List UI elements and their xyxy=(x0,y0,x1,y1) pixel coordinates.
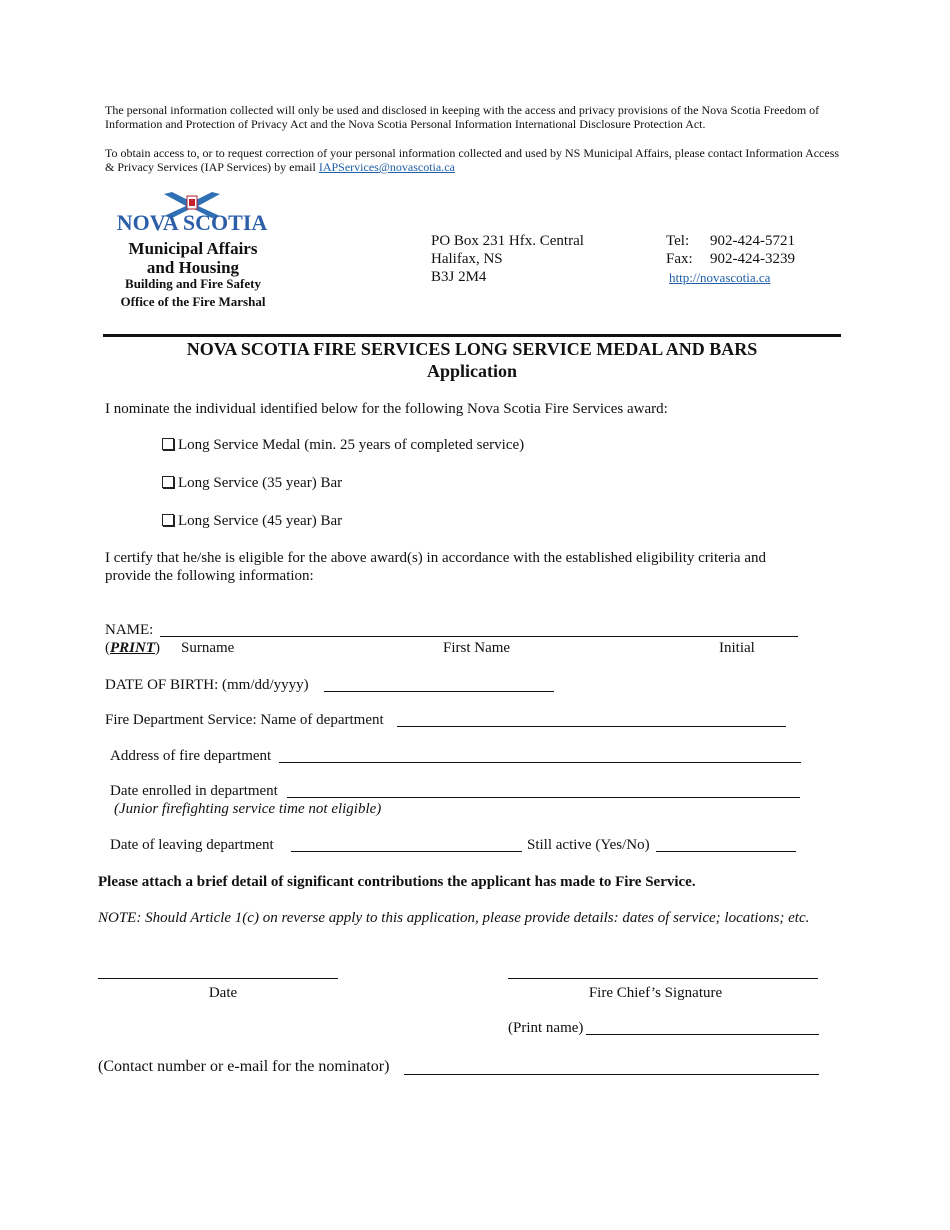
dept-name-line1: Municipal Affairs xyxy=(128,239,258,258)
address-line-3: B3J 2M4 xyxy=(431,269,487,285)
nova-scotia-flag-icon xyxy=(116,192,268,234)
privacy-notice: The personal information collected will only be used and disclosed in keeping with the access and privacy provisions of the Nova Scotia Freedom of Information and Protection of Privacy Act and the Nova Scotia Personal Information International Disclosure Protection Act. xyxy=(105,103,820,131)
chief-signature-label: Fire Chief’s Signature xyxy=(588,985,723,1001)
still-active-input-line[interactable] xyxy=(656,851,796,852)
checkbox[interactable] xyxy=(162,514,174,526)
privacy-contact-text: To obtain access to, or to request correction of your personal information collected and used by NS Municipal Affairs, please contact Information Access & Privacy Services (IAP Services) by email xyxy=(105,146,840,174)
print-instruction: (PRINT) xyxy=(105,640,160,656)
iap-email-link[interactable]: IAPServices@novascotia.ca xyxy=(318,160,455,174)
dept-name-line2: and Housing xyxy=(146,258,240,277)
award-45-bar-label: Long Service (45 year) Bar xyxy=(178,513,343,529)
name-input-line[interactable] xyxy=(160,636,798,637)
date-signature-line[interactable] xyxy=(98,978,338,979)
date-label: Date xyxy=(208,985,238,1001)
address-line-2: Halifax, NS xyxy=(431,251,503,267)
print-name-label: (Print name) xyxy=(508,1020,584,1036)
initial-label: Initial xyxy=(719,640,755,656)
logo-wordmark: NOVA SCOTIA xyxy=(116,210,268,234)
contact-label: (Contact number or e-mail for the nominator) xyxy=(98,1058,390,1075)
print-name-input-line[interactable] xyxy=(586,1034,819,1035)
award-medal-option[interactable] xyxy=(162,436,524,454)
attach-note: Please attach a brief detail of significant contributions the applicant has made to Fire Service. xyxy=(98,874,696,890)
contact-input-line[interactable] xyxy=(404,1074,819,1075)
dob-label: DATE OF BIRTH: (mm/dd/yyyy) xyxy=(105,677,309,693)
dept-name-label: Fire Department Service: Name of department xyxy=(105,712,384,728)
date-leaving-input-line[interactable] xyxy=(291,851,522,852)
certify-text: I certify that he/she is eligible for the above award(s) in accordance with the established eligibility criteria and provide the following information: xyxy=(105,550,766,584)
award-35-bar-option[interactable] xyxy=(162,474,342,492)
dept-name-input-line[interactable] xyxy=(397,726,786,727)
print-label: PRINT xyxy=(110,640,155,656)
award-45-bar-option[interactable] xyxy=(162,512,342,530)
award-35-bar-label: Long Service (35 year) Bar xyxy=(178,475,343,491)
checkbox[interactable] xyxy=(162,476,174,488)
award-medal-label: Long Service Medal (min. 25 years of completed service) xyxy=(178,437,525,453)
surname-label: Surname xyxy=(181,640,235,656)
website-link[interactable]: http://novascotia.ca xyxy=(669,270,771,285)
header-divider xyxy=(103,334,841,337)
nominate-text: I nominate the individual identified below for the following Nova Scotia Fire Services award: xyxy=(105,401,668,417)
form-subtitle: Application xyxy=(426,361,518,381)
junior-note: (Junior firefighting service time not eligible) xyxy=(114,801,382,817)
checkbox[interactable] xyxy=(162,438,174,450)
still-active-label: Still active (Yes/No) xyxy=(527,837,650,853)
date-leaving-label: Date of leaving department xyxy=(110,837,274,853)
tel-label: Tel: xyxy=(666,233,690,249)
dob-input-line[interactable] xyxy=(324,691,554,692)
dept-office: Office of the Fire Marshal xyxy=(120,294,266,309)
name-label: NAME: xyxy=(105,622,154,638)
privacy-contact xyxy=(105,146,850,174)
dept-address-label: Address of fire department xyxy=(110,748,272,764)
nova-scotia-logo xyxy=(116,192,268,234)
chief-signature-line[interactable] xyxy=(508,978,818,979)
date-enrolled-label: Date enrolled in department xyxy=(110,783,278,799)
tel-number: 902-424-5721 xyxy=(710,233,795,249)
article-note: NOTE: Should Article 1(c) on reverse apply to this application, please provide details: dates of service; locations; etc. xyxy=(98,910,810,926)
first-name-label: First Name xyxy=(443,640,511,656)
date-enrolled-input-line[interactable] xyxy=(287,797,800,798)
dept-address-input-line[interactable] xyxy=(279,762,801,763)
dept-division: Building and Fire Safety xyxy=(125,276,261,291)
form-title: NOVA SCOTIA FIRE SERVICES LONG SERVICE MEDAL AND BARS xyxy=(186,339,758,359)
address-line-1: PO Box 231 Hfx. Central xyxy=(431,233,584,249)
fax-label: Fax: xyxy=(666,251,693,267)
fax-number: 902-424-3239 xyxy=(710,251,795,267)
